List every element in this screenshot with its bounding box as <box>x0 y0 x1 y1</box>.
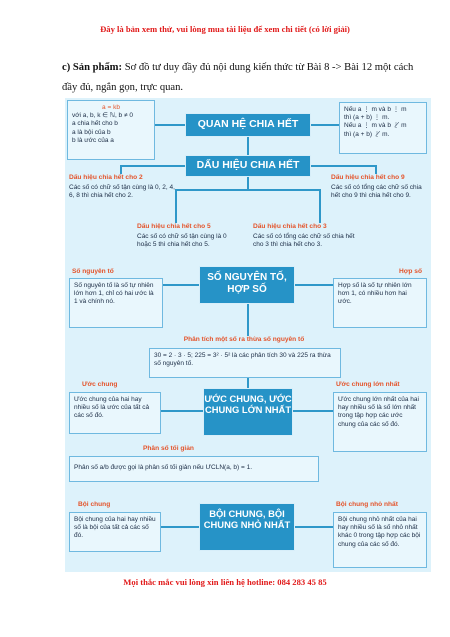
div3-heading: Dấu hiệu chia hết cho 3 <box>253 223 327 230</box>
irreducible-heading-box <box>143 445 323 452</box>
composite-heading: Hợp số <box>398 268 422 275</box>
connector <box>155 124 185 126</box>
connector <box>247 378 249 388</box>
connector <box>295 284 335 286</box>
connector <box>295 526 333 528</box>
definition-line: a chia hết cho b <box>72 120 118 128</box>
connector <box>247 137 249 155</box>
common-divisor-box <box>69 381 161 434</box>
div3-text: Các số có tổng các chữ số chia hết cho 3 thì chia hết cho 3. <box>253 233 355 249</box>
connector <box>247 304 249 336</box>
common-divisor-heading: Ước chung <box>82 381 118 388</box>
definition-line: a là bội của b <box>72 128 111 136</box>
intro-paragraph <box>62 58 422 98</box>
composite-box <box>333 268 427 328</box>
mind-map <box>65 98 431 572</box>
lcm-title: BỘI CHUNG, BỘI CHUNG NHỎ NHẤT <box>199 503 295 551</box>
lcm-heading: Bội chung nhỏ nhất <box>336 501 398 508</box>
property-line: thì (a + b) ⋮̸ m. <box>344 130 390 138</box>
definition-line: với a, b, k ∈ ℕ, b ≠ 0 <box>72 112 133 120</box>
factor-text: 30 = 2 · 3 · 5; 225 = 3² · 5² là các phân tích 30 và 225 ra thừa số nguyên tố. <box>154 352 331 368</box>
gcd-box <box>333 381 427 452</box>
connector <box>120 165 122 174</box>
definition-box <box>67 100 155 160</box>
property-line: Nếu a ⋮ m và b ⋮̸ m <box>344 122 407 130</box>
common-divisor-text: Ước chung của hai hay nhiều số là ước của tất cả các số đó. <box>74 396 150 420</box>
div5-box <box>137 223 241 249</box>
connector <box>175 189 177 223</box>
properties-box <box>339 102 427 154</box>
property-line: thì (a + b) ⋮ m. <box>344 114 390 122</box>
connector <box>293 410 333 412</box>
factor-heading-box <box>149 336 339 343</box>
irreducible-heading: Phân số tối giản <box>143 445 194 452</box>
factor-heading: Phân tích một số ra thừa số nguyên tố <box>183 336 305 343</box>
hotline-notice: Mọi thắc mắc vui lòng xin liên hệ hotline: 084 283 45 85 <box>123 577 327 587</box>
common-multiple-heading: Bội chung <box>78 501 111 508</box>
div5-text: Các số có chữ số tận cùng là 0 hoặc 5 thì chia hết cho 5. <box>137 233 227 249</box>
preview-notice: Đây là bản xem thử, vui lòng mua tài liệu để xem chi tiết (có lời giải) <box>100 24 350 34</box>
primes-title: SỐ NGUYÊN TỐ, HỢP SỐ <box>199 266 295 304</box>
prime-heading: Số nguyên tố <box>72 268 114 275</box>
lcm-text: Bội chung nhỏ nhất của hai hay nhiều số là số nhỏ nhất khác 0 trong tập hợp các bội chung của các số đó. <box>338 516 421 548</box>
div2-text: Các số có chữ số tận cùng là 0, 2, 4, 6, 8 thì chia hết cho 2. <box>69 184 175 200</box>
connector <box>319 189 321 223</box>
divisibility-title: QUAN HỆ CHIA HẾT <box>185 113 311 137</box>
common-multiple-box <box>69 501 161 552</box>
connector <box>311 165 376 167</box>
factor-box <box>149 348 341 378</box>
connector <box>311 124 339 126</box>
intro-text: Sơ đồ tư duy đầy đủ nội dung kiến thức từ Bài 8 -> Bài 12 một cách đầy đủ, ngắn gọn, trực quan. <box>62 62 414 93</box>
common-multiple-text: Bội chung của hai hay nhiều số là bội của tất cả các số đó. <box>74 516 156 540</box>
signs-title: DẤU HIỆU CHIA HẾT <box>185 155 311 177</box>
lcm-box <box>333 501 427 568</box>
definition-formula: a = kb <box>102 104 120 111</box>
property-line: Nếu a ⋮ m và b ⋮ m <box>344 106 407 113</box>
div2-box <box>69 174 179 200</box>
connector <box>375 165 377 174</box>
prime-text: Số nguyên tố là số tự nhiên lớn hơn 1, chỉ có hai ước là 1 và chính nó. <box>74 282 154 306</box>
definition-line: b là ước của a <box>72 136 114 144</box>
gcd-text: Ước chung lớn nhất của hai hay nhiều số là số lớn nhất trong tập hợp các ước chung của các số đó. <box>338 396 419 428</box>
prime-box <box>69 268 163 328</box>
div9-text: Các số có tổng các chữ số chia hết cho 9 thì chia hết cho 9. <box>331 184 422 200</box>
connector <box>161 410 203 412</box>
div9-box <box>331 174 429 200</box>
irreducible-text: Phân số a/b được gọi là phân số tối giản nếu ƯCLN(a, b) = 1. <box>74 464 253 471</box>
div3-box <box>253 223 357 249</box>
div2-heading: Dấu hiệu chia hết cho 2 <box>69 174 143 181</box>
irreducible-box <box>69 456 319 482</box>
div5-heading: Dấu hiệu chia hết cho 5 <box>137 223 211 230</box>
connector <box>175 189 320 191</box>
connector <box>161 526 199 528</box>
intro-label: c) Sản phẩm: <box>62 62 123 73</box>
composite-text: Hợp số là số tự nhiên lớn hơn 1, có nhiều hơn hai ước. <box>338 282 412 306</box>
gcd-heading: Ước chung lớn nhất <box>336 381 400 388</box>
connector <box>120 165 185 167</box>
gcd-title: ƯỚC CHUNG, ƯỚC CHUNG LỚN NHẤT <box>203 388 293 436</box>
connector <box>157 284 199 286</box>
connector <box>247 177 249 189</box>
div9-heading: Dấu hiệu chia hết cho 9 <box>331 174 405 181</box>
